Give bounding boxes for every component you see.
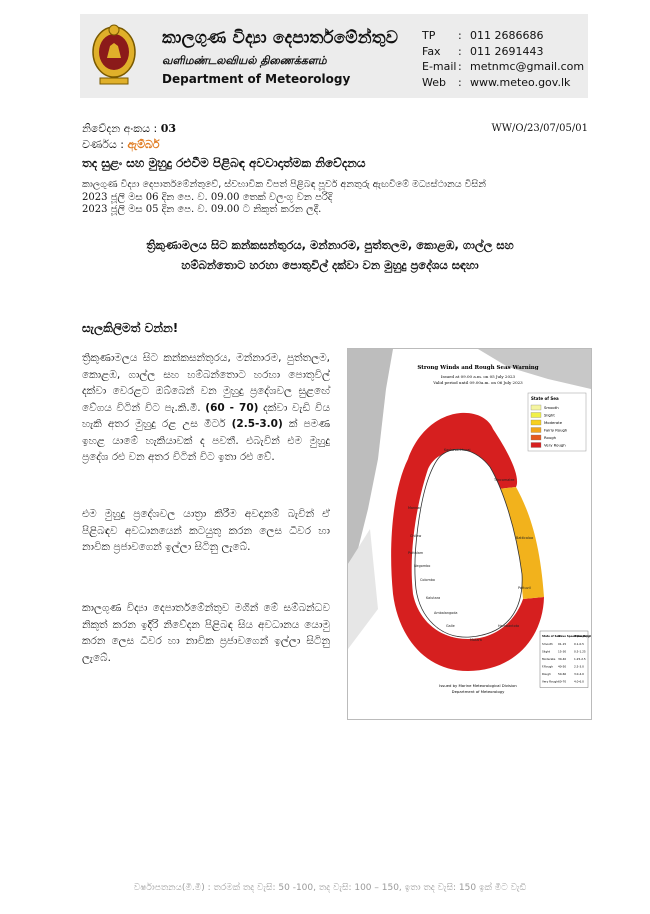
place-label: Puttalam	[408, 551, 424, 555]
map-valid: Valid period until 09.00a.m. on 06 July 2023	[433, 380, 523, 385]
legend-swatch	[531, 435, 541, 440]
table-cell: 4.0-6.0	[574, 679, 584, 684]
table-header: State of Sea	[542, 635, 560, 638]
table-cell: 30-40	[558, 657, 567, 661]
contact-row-email[interactable]: E-mail : metnmc@gmail.com	[422, 60, 585, 73]
org-name-tamil: வளிமண்டலவியல் திணைக்களம்	[162, 54, 327, 67]
table-cell: Rough	[542, 672, 551, 676]
contact-row-tp: TP : 011 2686686	[422, 29, 544, 42]
warning-map	[347, 348, 592, 720]
legend-swatch	[531, 413, 541, 418]
table-cell: 01-15	[558, 642, 567, 646]
place-label: Chilaw	[410, 534, 422, 538]
warning-paragraph: ත්‍රිකුණාමලය සිට කන්කසන්තුරය, මන්නාරම, පුත්තලම, කොළඹ, ගාල්ල සහ හම්බන්තොට හරහා පොතුවිල් දක්වා වෙරළට ඔබ්බෙන් වන මුහුදු ප්‍රදේශවල සුළඟේ වේගය විටින් විට පැ.කි.මී. (60 - 70) දක්වා වැඩි විය හැකි අතර මුහුදු රළ උස මීටර් (2.5-3.0) ක් පමණ ඉහළ යාමේ හැකියාවක් ද පවතී. එබැවින් එම මුහුදු ප්‍රදේශ රළු වන අතර විටින් විට ඉතා රළු වේ.	[82, 352, 330, 463]
table-cell: Slight	[542, 649, 550, 654]
table-header: Wave Heig	[574, 635, 590, 638]
table-cell: 1.25-2.5	[574, 657, 586, 661]
table-cell: 15-30	[558, 649, 567, 654]
advice-paragraph: එම මුහුදු ප්‍රදේශවල යාත්‍රා කිරීම අවදානම් බැවින් ඒ පිළිබඳව අවධානයෙන් කටයුතු කරන ලෙස ධීවර හා නාවික ප්‍රජාවගෙන් ඉල්ලා සිටිනු ලැබේ.	[82, 508, 330, 553]
place-label: Kalutara	[426, 596, 441, 600]
area-line-1: ත්‍රිකුණාමලය සිට කන්කසන්තුරය, මන්නාරම, පුත්තලම, කොළඹ, ගාල්ල සහ	[146, 238, 514, 252]
place-label: Trincomalee	[494, 478, 515, 482]
table-header: Wave Speed (kmph)	[558, 635, 588, 638]
table-cell: 0.5-1.25	[574, 649, 586, 654]
place-label: Mannar	[408, 506, 421, 510]
contact-row-fax: Fax : 011 2691443	[422, 44, 544, 58]
place-label: Galle	[446, 624, 455, 628]
notice-title: තද සුළං සහ මුහුදු රළුවීම පිළිබඳ අවවාදාත්මක නිවේදනය	[82, 156, 366, 170]
table-cell: Smooth	[542, 642, 553, 646]
contact-row-web[interactable]: Web : www.meteo.gov.lk	[422, 75, 571, 89]
place-label: Matara	[470, 638, 482, 642]
legend-swatch	[531, 443, 541, 448]
map-footer-2: Department of Meteorology	[451, 689, 505, 694]
sri-lanka-emblem-icon	[90, 22, 138, 90]
org-name-sinhala: කාලගුණ විද්‍යා දෙපාර්තමේන්තුව	[162, 28, 399, 48]
place-label: Colombo	[420, 578, 435, 582]
table-cell: F.Rough	[542, 664, 553, 669]
bulletin-number-line: නිවේදන අංකය : 03	[82, 122, 177, 135]
table-cell: Moderate	[542, 657, 556, 661]
issue-details: කාලගුණ විද්‍යා දෙපාර්තමේන්තුවේ, ස්වභාවික විපත් පිළිබඳ පූර්ව අනතුරු ඇඟවීමේ මධ්‍යස්ථානය විසින් 2023 ජූලි මස 06 දින පෙ. ව. 09.00 තෙක් වලංගු වන පරිදි 2023 ජූලි මස 05 දින පෙ. ව. 09.00 ට නිකුත් කරන ලදී.	[82, 179, 486, 215]
legend-swatch	[531, 405, 541, 410]
contact-details	[422, 28, 584, 90]
place-label: Batticaloa	[516, 536, 534, 540]
table-cell: 60-70	[558, 679, 567, 684]
org-name-english: Department of Meteorology	[162, 72, 351, 86]
rainfall-footer: වර්ෂාපතනය(මි.මී) : තරමක් තද වැසි: 50 -100, තද වැසි: 100 – 150, ඉතා තද වැසි: 150 ඉක් මීට වැඩි	[133, 883, 527, 893]
legend-label: Very Rough	[544, 442, 566, 448]
place-label: Negombo	[414, 564, 431, 568]
letterhead	[80, 14, 588, 98]
map-issued: Issued at 09.00 a.m. on 05 July 2023	[440, 374, 516, 379]
legend-title: State of Sea	[531, 396, 559, 401]
legend-label: Moderate	[544, 420, 563, 426]
colour-line: වර්ණය : ඇම්බර්	[82, 138, 160, 151]
followup-paragraph: කාලගුණ විද්‍යා දෙපාර්තමේන්තුව මගින් මේ සම්බන්ධව නිකුත් කරන ඉදිරි නිවේදන පිළිබඳ සිය අවධානය යොමු කරන ලෙස ධීවර හා නාවික ප්‍රජාවගෙන් ඉල්ලා සිටිනු ලැබේ.	[82, 602, 330, 664]
sea-state-map	[348, 349, 591, 719]
table-cell: 3.0-4.0	[574, 672, 584, 676]
table-cell: Very Rough	[542, 679, 558, 684]
place-label: Pottuvil	[518, 586, 531, 590]
map-legend	[528, 393, 586, 451]
legend-swatch	[531, 428, 541, 433]
legend-label: Fairly Rough	[544, 427, 568, 433]
legend-label: Slight	[544, 412, 555, 418]
legend-label: Rough	[544, 435, 557, 441]
table-cell: 0.1-0.5	[574, 642, 584, 646]
place-label: Hambantota	[498, 624, 520, 628]
amber-label: ඇම්බර්	[127, 138, 160, 151]
sea-state-table	[540, 631, 591, 688]
legend-swatch	[531, 420, 541, 425]
map-footer-1: Issued by Marine Meteorological Division	[439, 683, 517, 688]
reference-number: WW/O/23/07/05/01	[491, 123, 588, 134]
legend-label: Smooth	[544, 405, 559, 411]
table-cell: 40-50	[558, 664, 567, 669]
place-label: Kankasanthurai	[444, 448, 471, 452]
table-cell: 50-60	[558, 672, 567, 676]
place-label: Ambalangoda	[434, 611, 458, 615]
map-title: Strong Winds and Rough Seas Warning	[417, 365, 539, 371]
caution-heading: සැලකිලිමත් වන්න!	[82, 321, 179, 335]
area-line-2: හම්බන්තොට හරහා පොතුවිල් දක්වා වන මුහුදු ප්‍රදේශය සඳහා	[181, 258, 479, 272]
table-cell: 2.5-3.0	[574, 664, 584, 669]
